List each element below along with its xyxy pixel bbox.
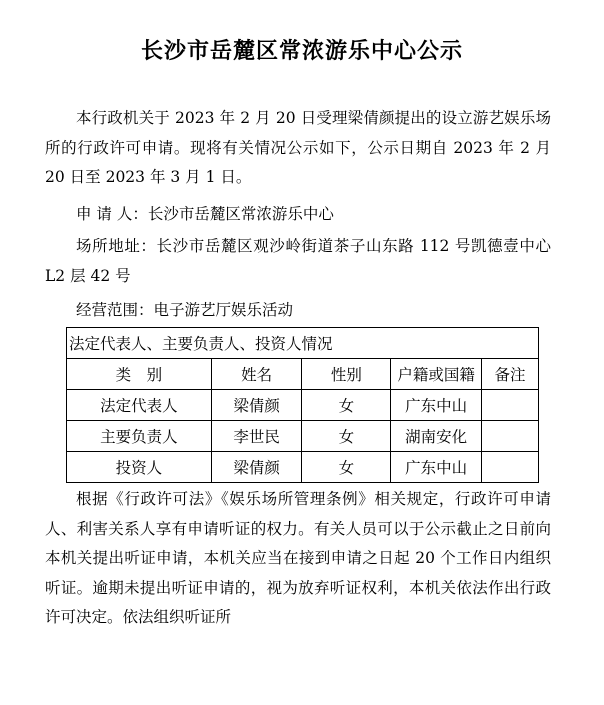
cell-remarks	[482, 421, 539, 452]
header-name: 姓名	[211, 359, 302, 390]
scope-label: 经营范围：	[76, 301, 154, 319]
header-origin: 户籍或国籍	[391, 359, 482, 390]
cell-name: 梁倩颜	[211, 452, 302, 483]
table-row	[67, 421, 539, 452]
intro-paragraph: 本行政机关于 2023 年 2 月 20 日受理梁倩颜提出的设立游艺娱乐场所的行政许可申请。现将有关情况公示如下，公示日期自 2023 年 2 月 20 日至 2023 年 3 月 1 日。	[45, 109, 551, 186]
table-caption-row	[67, 328, 539, 359]
cell-category: 投资人	[67, 452, 212, 483]
table-caption: 法定代表人、主要负责人、投资人情况	[67, 328, 539, 359]
cell-category: 主要负责人	[67, 421, 212, 452]
header-remarks: 备注	[482, 359, 539, 390]
table-header-row	[67, 359, 539, 390]
table-row	[67, 390, 539, 421]
cell-gender: 女	[302, 421, 391, 452]
cell-gender: 女	[302, 390, 391, 421]
address-label: 场所地址：	[76, 237, 157, 255]
cell-gender: 女	[302, 452, 391, 483]
address-line	[45, 232, 551, 291]
people-table	[66, 327, 539, 483]
cell-remarks	[482, 452, 539, 483]
cell-origin: 湖南安化	[391, 421, 482, 452]
applicant-line	[45, 200, 551, 230]
applicant-value: 长沙市岳麓区常浓游乐中心	[147, 205, 334, 223]
cell-remarks	[482, 390, 539, 421]
document-title: 长沙市岳麓区常浓游乐中心公示	[140, 39, 463, 64]
header-gender: 性别	[302, 359, 391, 390]
cell-origin: 广东中山	[391, 452, 482, 483]
header-category: 类 别	[67, 359, 212, 390]
cell-name: 李世民	[211, 421, 302, 452]
scope-value: 电子游艺厅娱乐活动	[153, 301, 294, 319]
table-row	[67, 452, 539, 483]
scope-line	[45, 296, 551, 326]
cell-name: 梁倩颜	[211, 390, 302, 421]
address-value: 长沙市岳麓区观沙岭街道茶子山东路 112 号凯德壹中心 L2 层 42 号	[45, 237, 551, 285]
cell-origin: 广东中山	[391, 390, 482, 421]
closing-paragraph: 根据《行政许可法》《娱乐场所管理条例》相关规定，行政许可申请人、利害关系人享有申请听证的权力。有关人员可以于公示截止之日前向本机关提出听证申请，本机关应当在接到申请之日起 20 个工作日内组织听证。逾期未提出听证申请的，视为放弃听证权利，本机关依法作出行政许可决定。依法组织听证所	[45, 490, 551, 626]
cell-category: 法定代表人	[67, 390, 212, 421]
applicant-label: 申 请 人：	[76, 205, 148, 223]
